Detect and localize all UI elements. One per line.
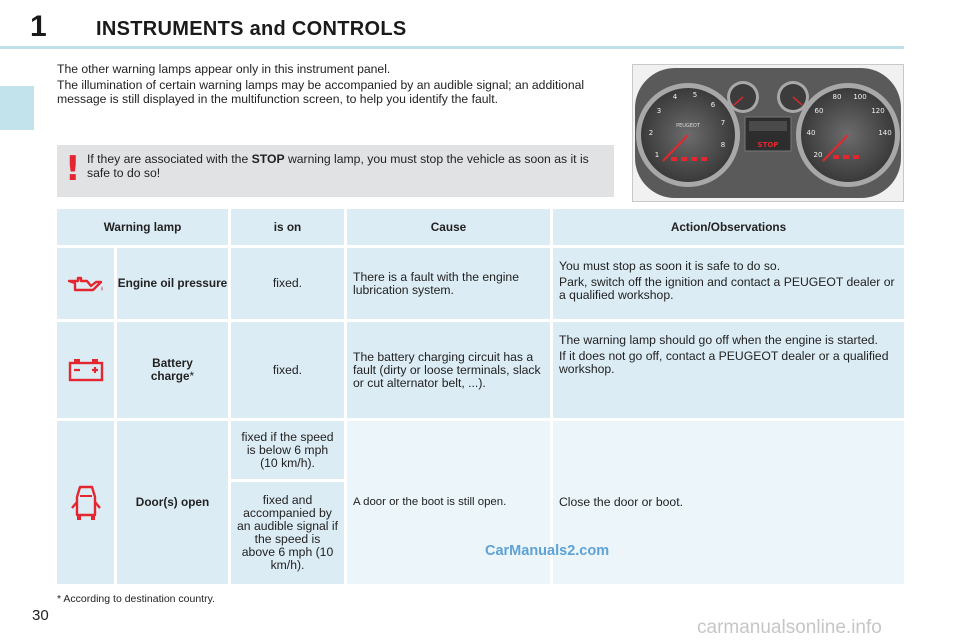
table-row-oil-icon-cell [57, 248, 114, 319]
instrument-panel-image [632, 64, 904, 202]
speedo-number-100: 100 [853, 93, 867, 101]
tacho-number-5: 5 [692, 91, 698, 99]
speedo-number-20: 20 [813, 151, 823, 159]
dashboard-stop-label: STOP [757, 141, 779, 149]
watermark-carmanuals2: CarManuals2.com [485, 543, 610, 559]
warning-lamp-table [57, 209, 904, 584]
header-is-on: is on [231, 209, 344, 245]
speedo-number-40: 40 [806, 129, 816, 137]
table-row-oil-action [553, 248, 904, 319]
page-number: 30 [32, 607, 49, 624]
oil-can-icon [67, 274, 105, 294]
table-row-door-action: Close the door or boot. [553, 421, 904, 584]
tacho-number-2: 2 [648, 129, 654, 137]
tacho-number-7: 7 [720, 119, 726, 127]
table-row-battery-name: Battery charge [150, 356, 193, 383]
table-row-battery-cause: The battery charging circuit has a fault (dirty or loose terminals, slack or cut alternator belt, ...). [347, 322, 550, 418]
warning-text-before: If they are associated with the [87, 152, 252, 166]
warning-text-after: warning lamp, you must stop the vehicle as soon as it is safe to do so! [87, 152, 589, 180]
dashboard-brand-label: PEUGEOT [676, 123, 700, 129]
intro-line-1: The other warning lamps appear only in this instrument panel. [57, 62, 391, 76]
warning-text [87, 152, 607, 180]
table-row-battery-is-on: fixed. [231, 322, 344, 418]
table-row-door-icon-cell [57, 421, 114, 584]
table-row-battery-action-1: The warning lamp should go off when the engine is started. [559, 333, 878, 347]
tacho-number-6: 6 [710, 101, 716, 109]
table-row-battery-action-2: If it does not go off, contact a PEUGEOT dealer or a qualified workshop. [559, 349, 889, 376]
table-row-battery-action [553, 322, 904, 418]
speedo-number-60: 60 [814, 107, 824, 115]
chapter-side-tab [0, 86, 34, 130]
speedo-number-120: 120 [871, 107, 885, 115]
tacho-number-1: 1 [654, 151, 660, 159]
tacho-number-4: 4 [672, 93, 678, 101]
footnote: * According to destination country. [57, 593, 215, 605]
table-row-oil-action-2: Park, switch off the ignition and contact a PEUGEOT dealer or a qualified workshop. [559, 275, 895, 302]
intro-line-2: The illumination of certain warning lamps may be accompanied by an audible signal; an additional message is still displayed in the multifunction screen, to help you identify the fault. [57, 78, 585, 106]
warning-box [57, 145, 614, 197]
page-title: INSTRUMENTS and CONTROLS [96, 18, 407, 40]
exclamation-icon: ! [65, 149, 81, 189]
chapter-number: 1 [30, 10, 47, 43]
speedo-number-140: 140 [878, 129, 892, 137]
table-row-battery-name-cell [117, 322, 228, 418]
intro-text [57, 62, 622, 108]
table-row-battery-asterisk: * [189, 369, 195, 383]
tacho-number-8: 8 [720, 141, 726, 149]
instrument-panel-drawing [633, 65, 903, 201]
battery-icon [68, 358, 104, 382]
table-row-door-is-on-2: fixed and accompanied by an audible signal if the speed is above 6 mph (10 km/h). [231, 482, 344, 584]
table-row-oil-name: Engine oil pressure [117, 248, 228, 319]
table-row-oil-action-1: You must stop as soon it is safe to do so. [559, 259, 781, 273]
header-action: Action/Observations [553, 209, 904, 245]
table-row-oil-is-on: fixed. [231, 248, 344, 319]
watermark-carmanualsonline: carmanualsonline.info [697, 617, 882, 638]
title-rule [0, 46, 904, 49]
table-row-door-is-on-1: fixed if the speed is below 6 mph (10 km/h). [231, 421, 344, 479]
table-row-door-cause: A door or the boot is still open. [347, 421, 550, 584]
warning-text-stop: STOP [251, 152, 285, 166]
table-row-battery-icon-cell [57, 322, 114, 418]
car-door-open-icon [71, 484, 101, 522]
header-warning-lamp: Warning lamp [57, 209, 228, 245]
tacho-number-3: 3 [656, 107, 662, 115]
speedo-number-80: 80 [832, 93, 842, 101]
header-cause: Cause [347, 209, 550, 245]
table-row-oil-cause: There is a fault with the engine lubrication system. [347, 248, 550, 319]
table-row-door-name: Door(s) open [117, 421, 228, 584]
